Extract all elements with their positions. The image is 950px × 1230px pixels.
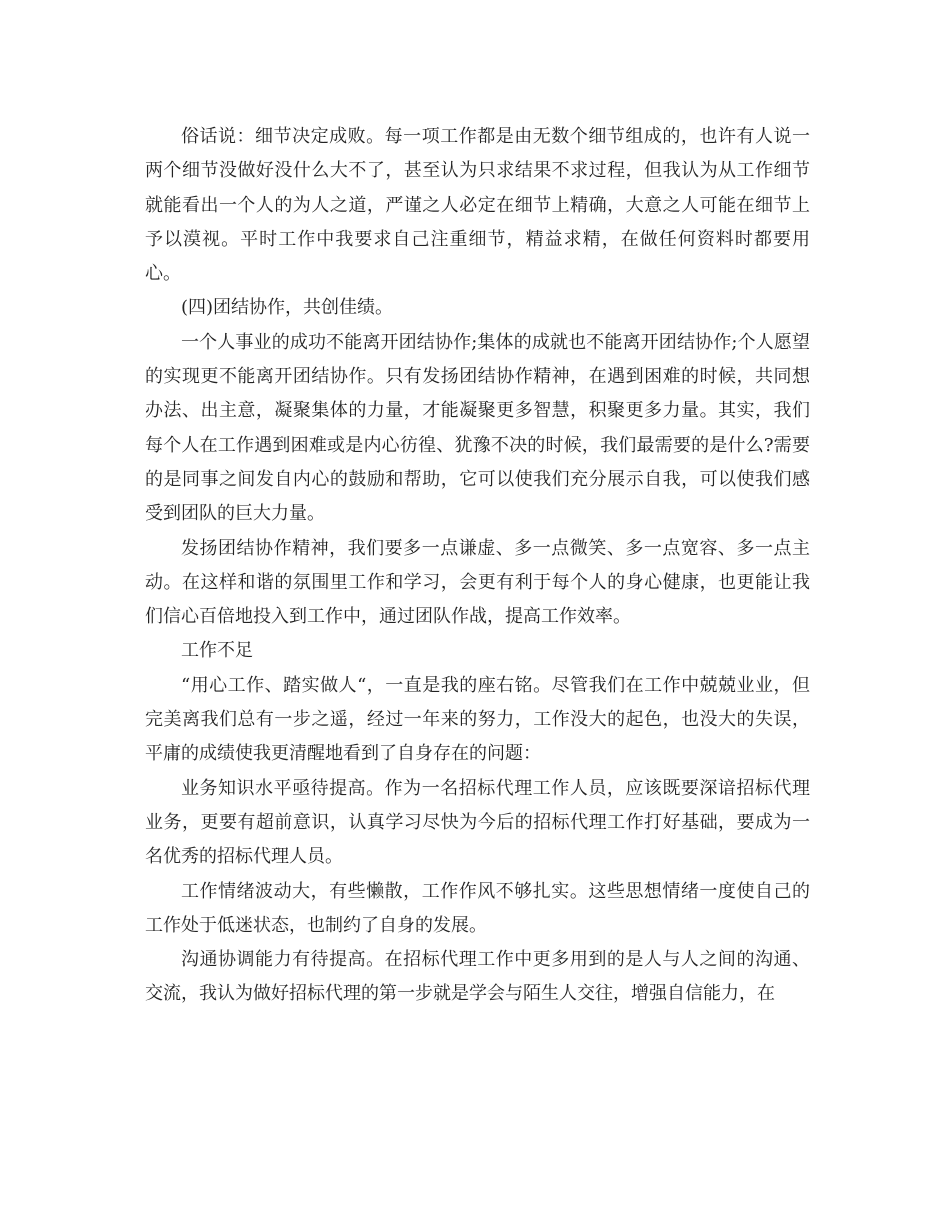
section-heading-shortcomings: 工作不足 — [181, 640, 253, 662]
paragraph-work-mood: 工作情绪波动大，有些懒散，工作作风不够扎实。这些思想情绪一度使自己的工作处于低迷状态，也制约了自身的发展。 — [145, 880, 810, 936]
section-heading-teamwork: (四)团结协作，共创佳绩。 — [181, 297, 394, 319]
paragraph-motto: “用心工作、踏实做人“，一直是我的座右铭。尽管我们在工作中兢兢业业，但完美离我们总有一步之遥，经过一年来的努力，工作没大的起色，也没大的失误，平庸的成绩使我更清醒地看到了自身存在的问题： — [145, 674, 810, 765]
paragraph-teamwork-spirit: 发扬团结协作精神，我们要多一点谦虚、多一点微笑、多一点宽容、多一点主动。在这样和谐的氛围里工作和学习，会更有利于每个人的身心健康，也更能让我们信心百倍地投入到工作中，通过团队作战，提高工作效率。 — [145, 537, 810, 628]
document-body — [145, 120, 810, 1012]
paragraph-business-knowledge: 业务知识水平亟待提高。作为一名招标代理工作人员，应该既要深谙招标代理业务，更要有超前意识，认真学习尽快为今后的招标代理工作打好基础，要成为一名优秀的招标代理人员。 — [145, 777, 810, 868]
paragraph-communication: 沟通协调能力有待提高。在招标代理工作中更多用到的是人与人之间的沟通、交流，我认为做好招标代理的第一步就是学会与陌生人交往，增强自信能力，在 — [145, 949, 810, 1005]
paragraph-teamwork-importance: 一个人事业的成功不能离开团结协作;集体的成就也不能离开团结协作;个人愿望的实现更不能离开团结协作。只有发扬团结协作精神，在遇到困难的时候，共同想办法、出主意，凝聚集体的力量，才能凝聚更多智慧，积聚更多力量。其实，我们每个人在工作遇到困难或是内心彷徨、犹豫不决的时候，我们最需要的是什么?需要的是同事之间发自内心的鼓励和帮助，它可以使我们充分展示自我，可以使我们感受到团队的巨大力量。 — [145, 331, 810, 525]
paragraph-attention-to-detail: 俗话说：细节决定成败。每一项工作都是由无数个细节组成的，也许有人说一两个细节没做好没什么大不了，甚至认为只求结果不求过程，但我认为从工作细节就能看出一个人的为人之道，严谨之人必定在细节上精确，大意之人可能在细节上予以漠视。平时工作中我要求自己注重细节，精益求精，在做任何资料时都要用心。 — [145, 126, 810, 285]
